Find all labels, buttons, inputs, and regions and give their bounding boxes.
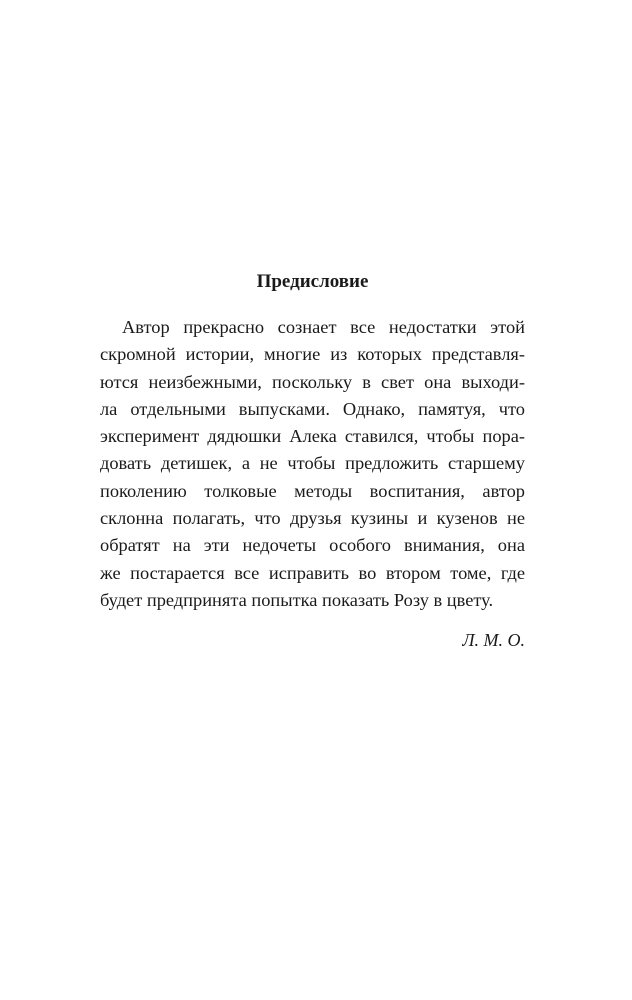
paragraph-line: поколению толковые методы воспитания, автор (100, 480, 525, 501)
paragraph-line: эксперимент дядюшки Алека ставился, чтобы пора- (100, 426, 525, 447)
paragraph-line: скромной истории, многие из которых представля- (100, 344, 525, 365)
paragraph-line: же постарается все исправить во втором томе, где (100, 562, 525, 583)
author-signature: Л. М. О. (462, 630, 525, 651)
paragraph-line: будет предпринята попытка показать Розу в цвету. (100, 589, 494, 610)
paragraph-line: ются неизбежными, поскольку в свет она выходи- (100, 371, 525, 392)
preface-paragraph (100, 314, 525, 614)
paragraph-line: обратят на эти недочеты особого внимания, она (100, 535, 525, 556)
paragraph-line: Автор прекрасно сознает все недостатки этой (122, 317, 525, 337)
preface-section (100, 268, 525, 653)
paragraph-line: довать детишек, а не чтобы предложить старшему (100, 453, 525, 474)
paragraph-line: ла отдельными выпусками. Однако, памятуя, что (100, 398, 525, 419)
preface-heading: Предисловие (256, 271, 369, 292)
paragraph-line: склонна полагать, что друзья кузины и кузенов не (100, 508, 525, 529)
